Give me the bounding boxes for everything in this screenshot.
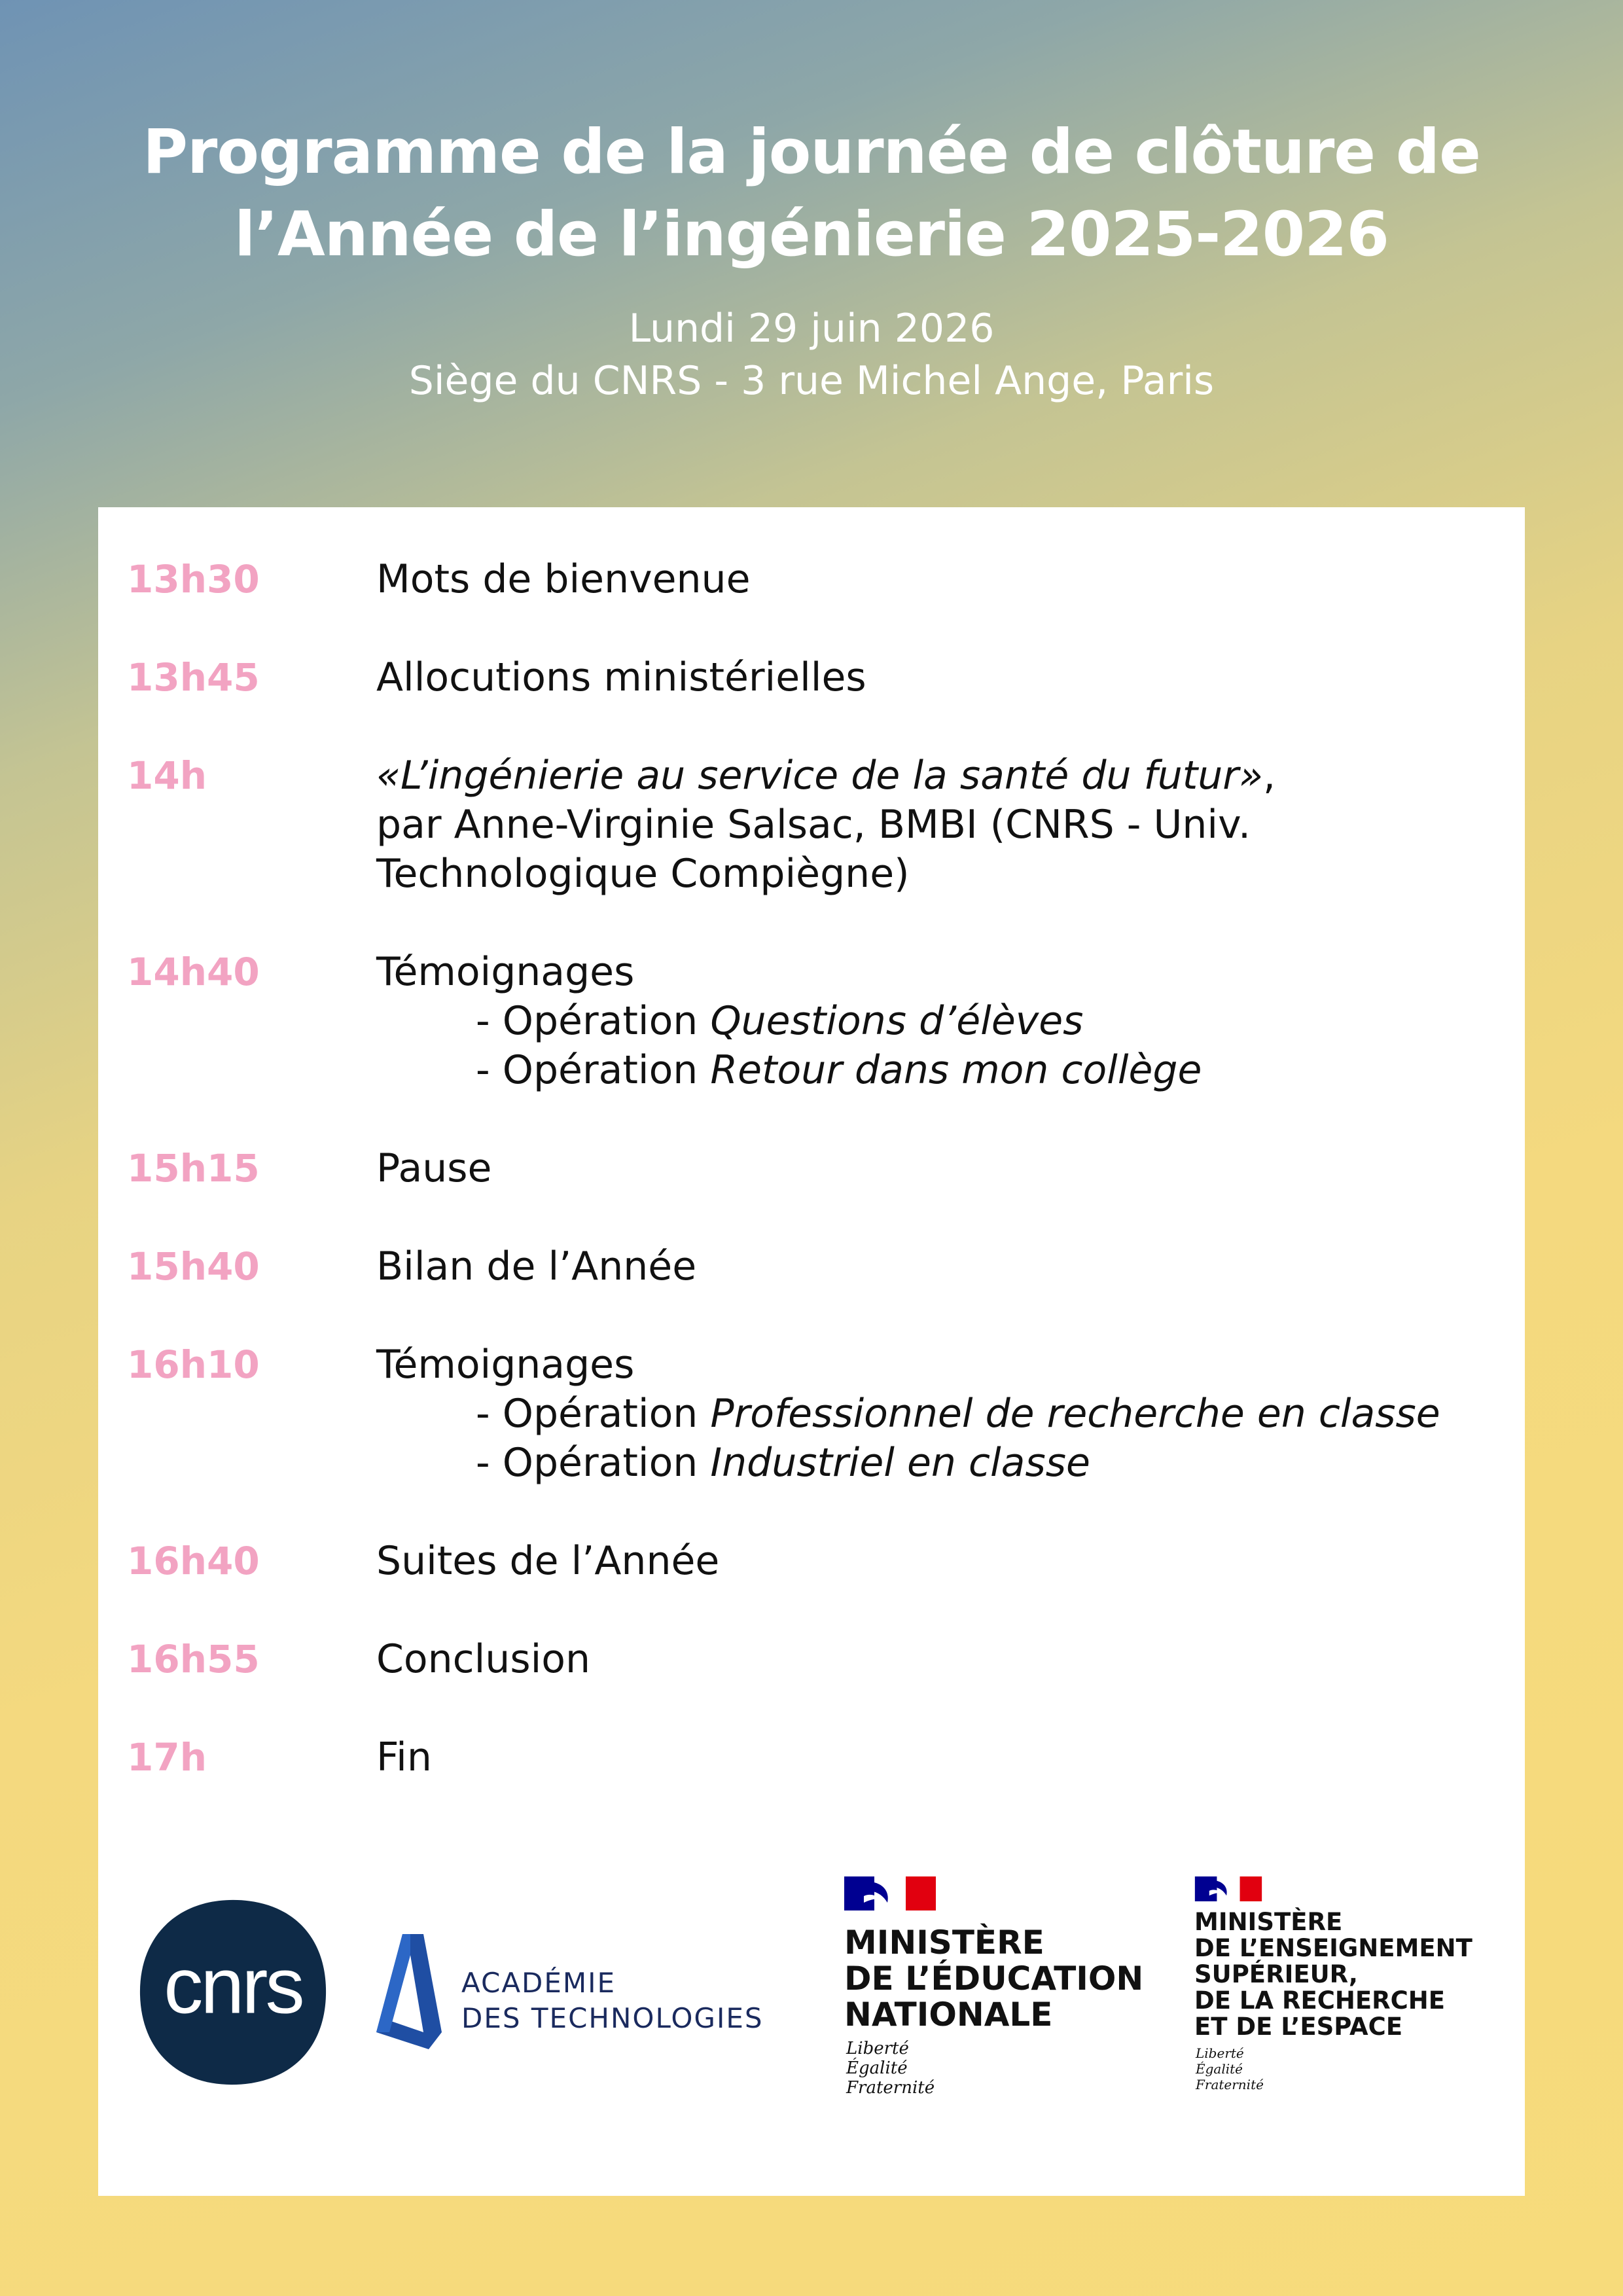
program-content — [376, 1635, 1515, 1684]
program-time: 15h40 — [127, 1244, 260, 1289]
ministere-education-name: MINISTÈRE DE L’ÉDUCATION NATIONALE — [844, 1924, 1144, 2034]
program-subitem: - Opération Industriel en classe — [476, 1440, 1090, 1486]
program-content — [376, 1537, 1515, 1586]
partner-logos — [98, 1842, 1525, 2157]
program-title: Témoignages — [376, 1342, 635, 1388]
program-content — [376, 1733, 1515, 1782]
academie-line-2: DES TECHNOLOGIES — [461, 2002, 764, 2034]
cnrs-logo-text: cnrs — [164, 1941, 302, 2030]
page-title — [79, 111, 1544, 276]
program-content — [376, 1144, 1515, 1193]
program-time: 13h45 — [127, 655, 260, 700]
program-time: 17h — [127, 1735, 207, 1780]
program-subitem: - Opération Retour dans mon collège — [476, 1047, 1202, 1093]
program-time: 13h30 — [127, 557, 260, 601]
program-speaker: par Anne-Virginie Salsac, BMBI (CNRS - Univ. — [376, 802, 1251, 848]
marianne-flag-icon — [1194, 1876, 1262, 1901]
program-speaker-affiliation: Technologique Compiègne) — [376, 851, 910, 897]
title-line-1: Programme de la journée de clôture de — [143, 117, 1480, 188]
program-time: 16h40 — [127, 1539, 260, 1583]
academie-logo-text — [461, 1965, 764, 2036]
program-title: Mots de bienvenue — [376, 556, 751, 602]
program-subitem: - Opération Questions d’élèves — [476, 998, 1084, 1044]
program-title: Fin — [376, 1734, 432, 1780]
ministere-enseignement-name: MINISTÈRE DE L’ENSEIGNEMENT SUPÉRIEUR, DE LA RECHERCHE ET DE L’ESPACE — [1194, 1908, 1472, 2041]
header — [0, 0, 1623, 497]
program-content — [376, 751, 1515, 899]
program-title: Bilan de l’Année — [376, 1244, 697, 1289]
program-content — [376, 948, 1515, 1095]
academie-logo-icon — [376, 1934, 442, 2049]
program-time: 14h40 — [127, 950, 260, 994]
program-subitem: - Opération Professionnel de recherche en classe — [476, 1391, 1440, 1437]
event-details — [79, 302, 1544, 407]
program-title: Pause — [376, 1145, 492, 1191]
cnrs-logo — [136, 1895, 330, 2089]
program-time: 15h15 — [127, 1146, 260, 1191]
marianne-flag-icon — [844, 1876, 936, 1910]
program-title — [376, 751, 1515, 800]
title-line-2: l’Année de l’ingénierie 2025-2026 — [234, 199, 1389, 270]
program-time: 14h — [127, 753, 207, 798]
program-card — [98, 507, 1525, 2196]
event-date: Lundi 29 juin 2026 — [628, 306, 995, 351]
talk-title-comma: , — [1262, 753, 1276, 798]
ministere-education-motto: Liberté Égalité Fraternité — [846, 2039, 935, 2098]
talk-title: «L’ingénierie au service de la santé du futur» — [376, 753, 1263, 798]
ministere-enseignement-motto: Liberté Égalité Fraternité — [1196, 2045, 1264, 2092]
event-venue: Siège du CNRS - 3 rue Michel Ange, Paris — [408, 358, 1215, 404]
program-title: Suites de l’Année — [376, 1538, 720, 1584]
program-content — [376, 1242, 1515, 1291]
academie-line-1: ACADÉMIE — [461, 1967, 616, 1999]
program-time: 16h55 — [127, 1637, 260, 1681]
program-content — [376, 555, 1515, 604]
program-content — [376, 1340, 1515, 1488]
program-title: Témoignages — [376, 949, 635, 995]
program-title: Conclusion — [376, 1636, 590, 1682]
program-time: 16h10 — [127, 1342, 260, 1387]
program-title: Allocutions ministérielles — [376, 655, 866, 700]
program-content — [376, 653, 1515, 702]
